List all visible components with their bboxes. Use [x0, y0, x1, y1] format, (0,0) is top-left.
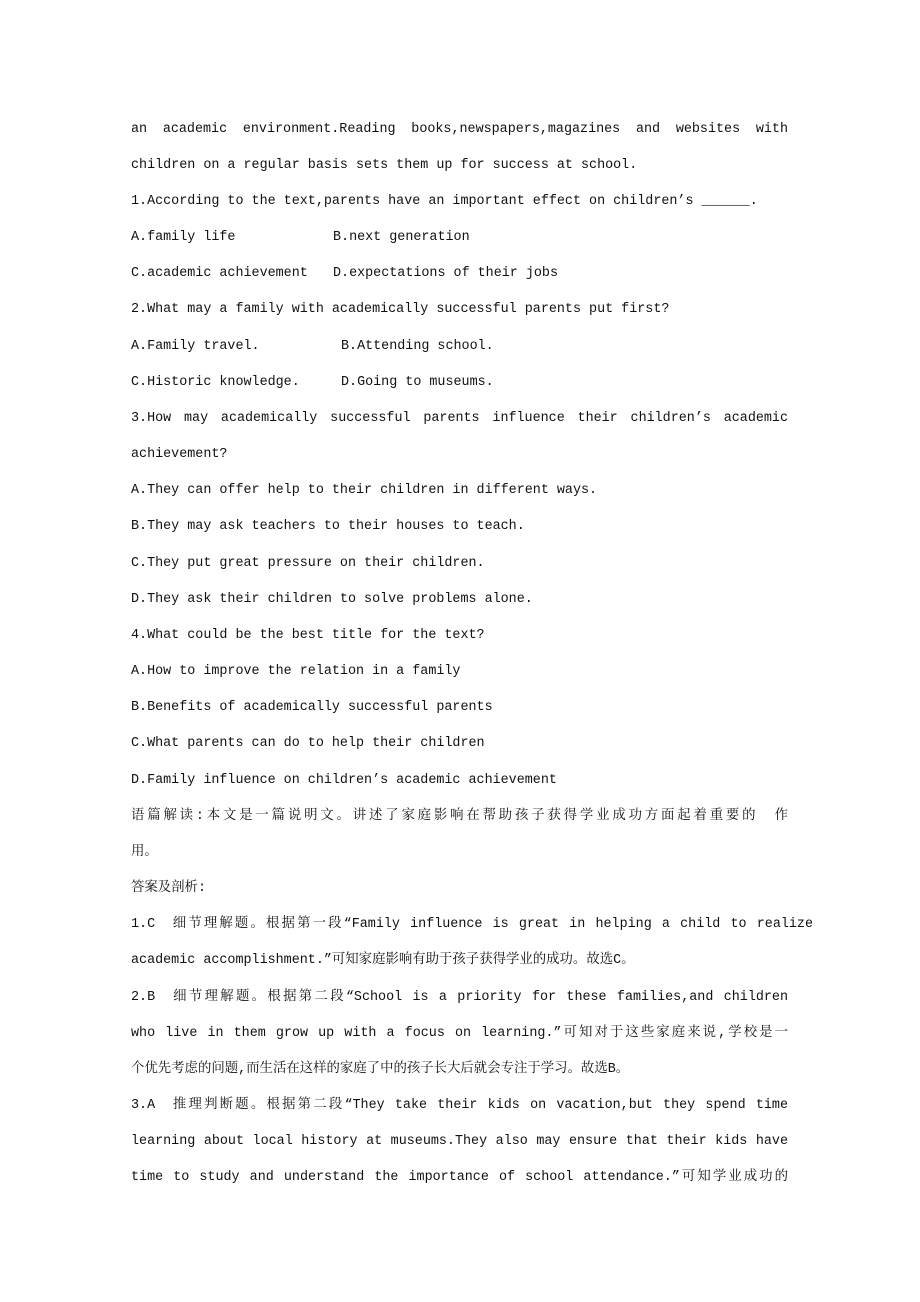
option-text: D.expectations of their jobs: [333, 266, 558, 281]
text-line: A.How to improve the relation in a family: [131, 664, 461, 679]
text-line: C.What parents can do to help their children: [131, 736, 485, 751]
option-text: D.Going to museums.: [341, 375, 494, 390]
text-line: 4.What could be the best title for the text?: [131, 628, 485, 643]
text-line: 语篇解读:本文是一篇说明文。讲述了家庭影响在帮助孩子获得学业成功方面起着重要的 作: [131, 809, 788, 824]
text-line: 1.C 细节理解题。根据第一段“Family influence is great in helping a child to realize: [131, 917, 813, 932]
text-line: B.Benefits of academically successful parents: [131, 700, 493, 715]
option-text: B.next generation: [333, 230, 470, 245]
text-line: 答案及剖析:: [131, 881, 206, 896]
text-line: learning about local history at museums.They also may ensure that their kids have: [131, 1134, 788, 1149]
text-line: 1.According to the text,parents have an important effect on children’s ______.: [131, 194, 758, 209]
text-line: A.family life: [131, 230, 236, 245]
text-line: achievement?: [131, 447, 228, 462]
text-line: A.Family travel.: [131, 339, 260, 354]
text-line: C.They put great pressure on their children.: [131, 556, 485, 571]
text-line: 3.How may academically successful parents influence their children’s academic: [131, 411, 788, 426]
text-line: 用。: [131, 845, 158, 860]
option-text: B.Attending school.: [341, 339, 494, 354]
text-line: D.Family influence on children’s academic achievement: [131, 773, 557, 788]
text-line: children on a regular basis sets them up for success at school.: [131, 158, 638, 173]
text-line: who live in them grow up with a focus on learning.”可知对于这些家庭来说,学校是一: [131, 1026, 788, 1041]
text-line: 个优先考虑的问题,而生活在这样的家庭了中的孩子长大后就会专注于学习。故选B。: [131, 1062, 630, 1077]
text-line: time to study and understand the importance of school attendance.”可知学业成功的: [131, 1170, 788, 1185]
text-line: an academic environment.Reading books,newspapers,magazines and websites with: [131, 122, 788, 137]
text-line: academic accomplishment.”可知家庭影响有助于孩子获得学业的成功。故选C。: [131, 953, 635, 968]
text-line: C.Historic knowledge.: [131, 375, 300, 390]
text-line: 3.A 推理判断题。根据第二段“They take their kids on vacation,but they spend time: [131, 1098, 788, 1113]
text-line: 2.B 细节理解题。根据第二段“School is a priority for these families,and children: [131, 990, 788, 1005]
text-line: D.They ask their children to solve problems alone.: [131, 592, 533, 607]
text-line: C.academic achievement: [131, 266, 308, 281]
text-line: B.They may ask teachers to their houses to teach.: [131, 519, 525, 534]
text-line: 2.What may a family with academically successful parents put first?: [131, 302, 670, 317]
text-line: A.They can offer help to their children in different ways.: [131, 483, 598, 498]
